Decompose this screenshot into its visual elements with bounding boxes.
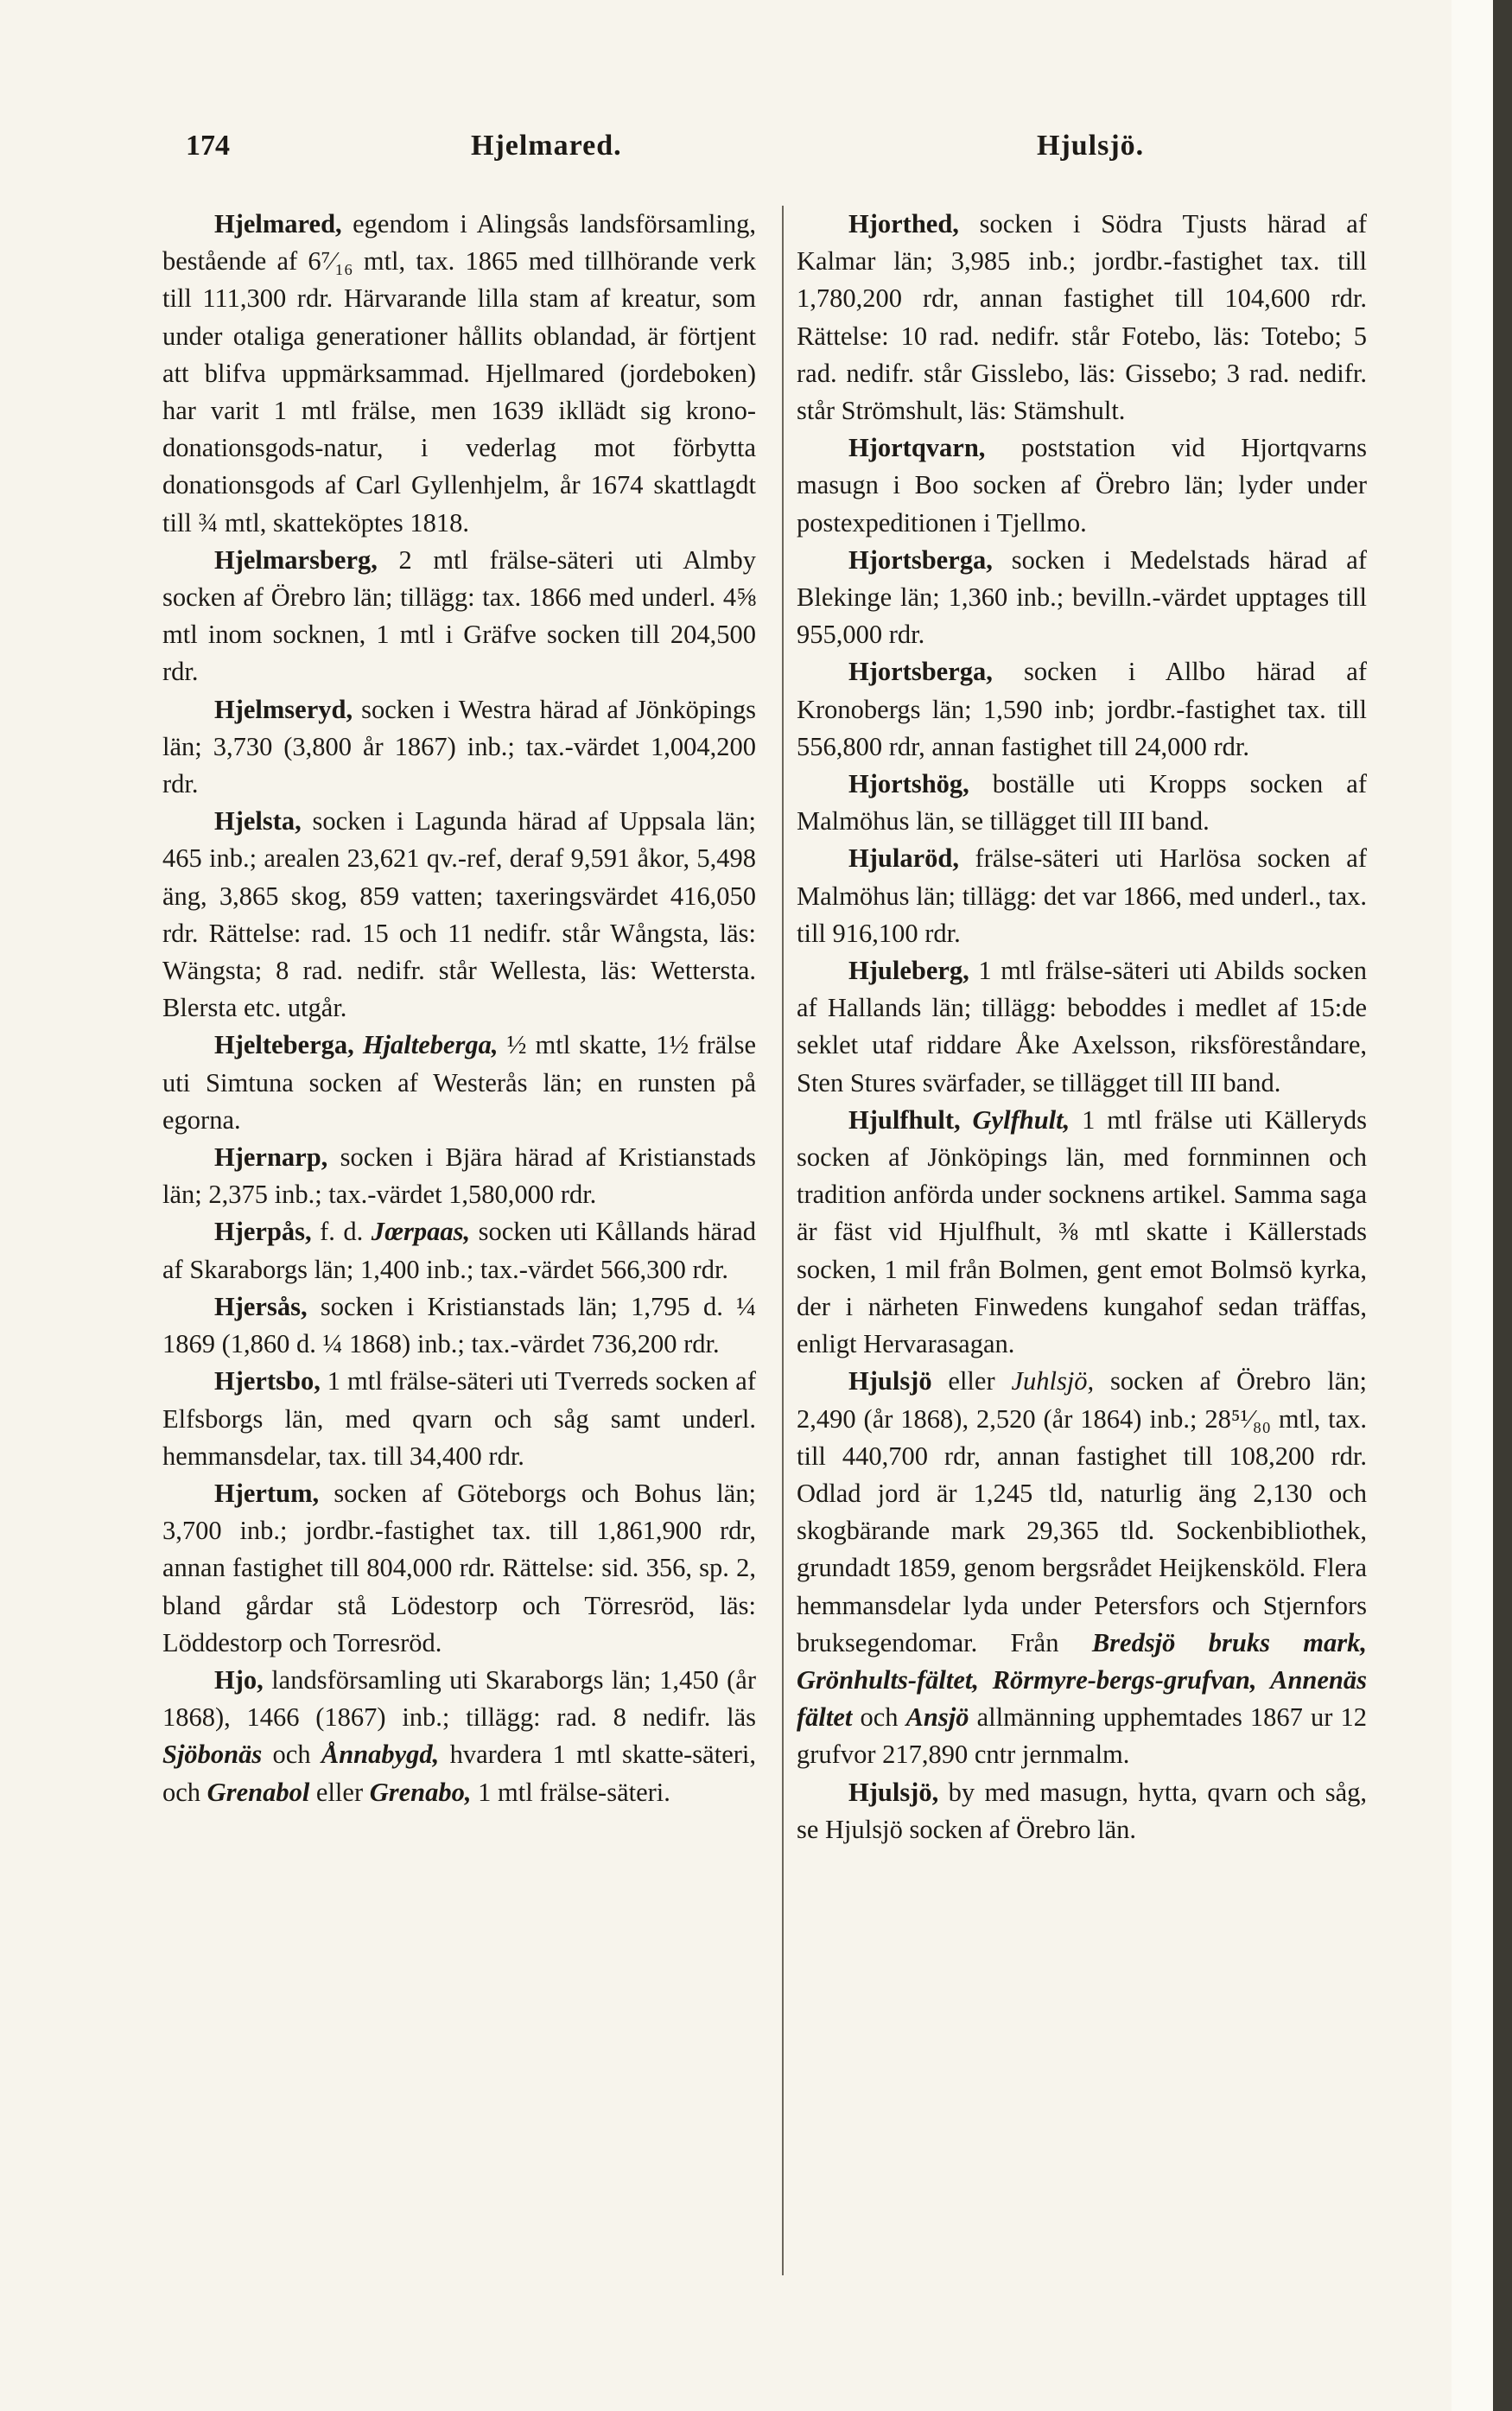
- entry-text: socken i Kristianstads län; 1,795 d. ¼ 1869 (1,860 d. ¼ 1868) inb.; tax.-värdet 736,200 rdr.: [162, 1291, 756, 1359]
- entry-text: ½ mtl skatte, 1½ frälse uti Simtuna socken af Westerås län; en runsten på egorna.: [162, 1030, 756, 1135]
- entry-headword: Hjertsbo,: [214, 1366, 321, 1396]
- dictionary-entry: [162, 1662, 756, 1811]
- entry-text: allmänning upphemtades 1867 ur 12 grufvor 217,890 cntr jernmalm.: [797, 1702, 1367, 1770]
- entry-text: 1 mtl frälse-säteri.: [471, 1777, 670, 1807]
- dictionary-entry: [162, 691, 756, 804]
- dictionary-entry: [797, 206, 1367, 429]
- entry-headword: Hjulfhult,: [848, 1104, 961, 1135]
- entry-text: by med masugn, hytta, qvarn och såg, se Hjulsjö socken af Örebro län.: [797, 1777, 1367, 1844]
- entry-headword: Hjortsberga,: [848, 657, 993, 687]
- entry-headword: Hjersås,: [214, 1291, 308, 1321]
- adjacent-page-strip: [1452, 0, 1493, 2411]
- entry-text: 1 mtl frälse uti Källeryds socken af Jönköpings län, med fornminnen och tradition anförda under socknens artikel. Samma saga är fäst vid Hjulfhult, ⅜ mtl skatte i Källerstads socken, 1 mil från Bolmen, gent emot Bolmsö kyrka, der i närheten Finwedens kungahof sedan träffas, enligt Hervarasagan.: [797, 1104, 1367, 1359]
- entry-headword: Hjorthed,: [848, 209, 959, 239]
- entry-text: socken uti Kållands härad af Skaraborgs län; 1,400 inb.; tax.-värdet 566,300 rdr.: [162, 1217, 756, 1284]
- entry-italic-name: Annenäs fältet: [797, 1664, 1367, 1733]
- entry-italic-name: Grönhults-fältet,: [797, 1664, 979, 1695]
- entry-text: boställe uti Kropps socken af Malmöhus län, se tillägget till III band.: [797, 769, 1367, 837]
- entry-headword: Hjernarp,: [214, 1142, 328, 1173]
- entry-italic-name: Bredsjö bruks mark,: [1091, 1627, 1367, 1657]
- dictionary-entry: [162, 1475, 756, 1662]
- dictionary-entry: [162, 1363, 756, 1475]
- entry-headword: Hjo,: [214, 1664, 264, 1695]
- entry-text: socken i Lagunda härad af Uppsala län; 465 inb.; arealen 23,621 qv.-ref, deraf 9,591 åkor, 5,498 äng, 3,865 skog, 859 vatten; taxeringsvärdet 416,050 rdr. Rättelse: rad. 15 och 11 nedifr. står Wångsta, läs: Wängsta; 8 rad. nedifr. står Wellesta, läs: Wettersta. Blersta etc. utgår.: [162, 806, 756, 1023]
- entry-headword: Hjerpås,: [214, 1217, 312, 1247]
- entry-italic-name: Rörmyre-bergs-grufvan,: [992, 1664, 1257, 1695]
- dictionary-entry: [162, 1288, 756, 1363]
- page-number: 174: [186, 130, 230, 162]
- dictionary-entry: [162, 206, 756, 542]
- dictionary-entry: [797, 542, 1367, 654]
- entry-italic-name: Grenabo,: [369, 1777, 472, 1807]
- dictionary-entry: [162, 803, 756, 1027]
- dictionary-entry: [162, 1027, 756, 1139]
- dictionary-entry: [162, 542, 756, 691]
- entry-headword: Hjertum,: [214, 1478, 320, 1508]
- entry-text: f. d.: [311, 1217, 372, 1247]
- dictionary-entry: [797, 653, 1367, 766]
- entry-text: socken af Göteborgs och Bohus län; 3,700 inb.; jordbr.-fastighet tax. till 1,861,900 rdr, annan fastighet till 804,000 rdr. Rättelse: sid. 356, sp. 2, bland gårdar stå Lödestorp och Törresröd, läs: Löddestorp och Torresröd.: [162, 1478, 756, 1657]
- entry-text: socken i Allbo härad af Kronobergs län; 1,590 inb; jordbr.-fastighet tax. till 556,800 rdr, annan fastighet till 24,000 rdr.: [797, 657, 1367, 761]
- column-divider: [782, 206, 784, 2275]
- entry-italic-name: Gylfhult,: [972, 1104, 1070, 1135]
- entry-text: [354, 1030, 363, 1059]
- entry-headword: Hjelteberga,: [214, 1030, 354, 1060]
- entry-italic-name: Ånnabygd,: [321, 1740, 440, 1770]
- entry-text: [1256, 1665, 1270, 1695]
- entry-text: hvardera 1 mtl skatte-säteri, och: [162, 1740, 756, 1807]
- entry-headword: Hjulsjö,: [848, 1777, 939, 1807]
- entry-text: socken i Bjära härad af Kristianstads län; 2,375 inb.; tax.-värdet 1,580,000 rdr.: [162, 1142, 756, 1210]
- entry-text: 1 mtl frälse-säteri uti Abilds socken af Hallands län; tillägg: beboddes i medlet af 15:de seklet utaf riddare Åke Axelsson, riksföreståndare, Sten Stures svärfader, se tillägget till III band.: [797, 956, 1367, 1097]
- entry-headword: Hjortqvarn,: [848, 433, 986, 463]
- entry-headword: Hjuleberg,: [848, 956, 969, 986]
- entry-text: landsförsamling uti Skaraborgs län; 1,450 (år 1868), 1466 (1867) inb.; tillägg: rad. 8 nedifr. läs: [162, 1664, 756, 1733]
- entry-headword: Hjelmseryd,: [214, 694, 353, 724]
- left-column: [162, 206, 756, 2288]
- entry-headword: Hjelsta,: [214, 806, 302, 837]
- entry-headword: Hjulsjö: [848, 1366, 932, 1396]
- right-column: [797, 206, 1367, 2288]
- running-header: [0, 130, 1452, 181]
- entry-italic-name: Ansjö: [905, 1702, 969, 1733]
- entry-italic-name: Hjalteberga,: [362, 1030, 499, 1060]
- dictionary-entry: [797, 840, 1367, 952]
- entry-italic-name: Grenabol: [206, 1777, 310, 1807]
- running-head-left: Hjelmared.: [471, 130, 622, 162]
- entry-text: frälse-säteri uti Harlösa socken af Malmöhus län; tillägg: det var 1866, med underl., tax. till 916,100 rdr.: [797, 843, 1367, 948]
- entry-text: 1 mtl frälse-säteri uti Tverreds socken af Elfsborgs län, med qvarn och såg samt underl. hemmansdelar, tax. till 34,400 rdr.: [162, 1366, 756, 1471]
- entry-headword: Hjortshög,: [848, 769, 969, 799]
- entry-text: [961, 1105, 973, 1135]
- page-edge-shadow: [1493, 0, 1512, 2411]
- dictionary-entry: [797, 1363, 1367, 1773]
- entry-text: socken af Örebro län; 2,490 (år 1868), 2,520 (år 1864) inb.; 28⁵¹⁄₈₀ mtl, tax. till 440,700 rdr, annan fastighet till 108,200 rdr. Odlad jord är 1,245 tld, naturlig äng 2,130 och skogbärande mark 29,365 tld. Sockenbibliothek, grundadt 1859, genom bergsrådet Heijkensköld. Flera hemmansdelar lyda under Petersfors och Stjernfors bruksegendomar. Från: [797, 1366, 1367, 1657]
- entry-text: socken i Medelstads härad af Blekinge län; 1,360 inb.; bevilln.-värdet upptages till 955,000 rdr.: [797, 544, 1367, 650]
- entry-headword: Hjortsberga,: [848, 544, 993, 575]
- entry-text: egendom i Alingsås landsförsamling, bestående af 6⁷⁄₁₆ mtl, tax. 1865 med tillhörande verk till 111,300 rdr. Härvarande lilla stam af kreatur, som under otaliga generationer hållits oblandad, är förtjent att blifva uppmärksammad. Hjellmared (jordeboken) har varit 1 mtl frälse, men 1639 ikllädt sig krono-donationsgods-natur, i vederlag mot förbytta donationsgods af Carl Gyllenhjelm, år 1674 skattlagdt till ¾ mtl, skatteköptes 1818.: [162, 209, 756, 538]
- dictionary-entry: [797, 1774, 1367, 1848]
- entry-italic-name: Sjöbonäs: [162, 1740, 263, 1770]
- entry-italic-name: Jœrpaas,: [371, 1217, 471, 1247]
- dictionary-entry: [797, 952, 1367, 1102]
- entry-headword: Hjelmared,: [214, 209, 342, 239]
- entry-headword: Hjularöd,: [848, 843, 959, 874]
- entry-text: och: [852, 1702, 906, 1733]
- entry-text: [979, 1665, 993, 1695]
- entry-text: eller: [309, 1777, 370, 1807]
- entry-italic-name: Juhlsjö,: [1011, 1366, 1095, 1396]
- dictionary-entry: [797, 1102, 1367, 1363]
- entry-text: och: [262, 1740, 321, 1770]
- entry-text: poststation vid Hjortqvarns masugn i Boo socken af Örebro län; lyder under postexpeditionen i Tjellmo.: [797, 433, 1367, 538]
- dictionary-entry: [162, 1213, 756, 1288]
- entry-text: eller: [931, 1366, 1012, 1396]
- running-head-right: Hjulsjö.: [1037, 130, 1145, 162]
- entry-text: socken i Södra Tjusts härad af Kalmar län; 3,985 inb.; jordbr.-fastighet tax. till 1,780,200 rdr, annan fastighet till 104,600 rdr. Rättelse: 10 rad. nedifr. står Fotebo, läs: Totebo; 5 rad. nedifr. står Gisslebo, läs: Gissebo; 3 rad. nedifr. står Strömshult, läs: Stämshult.: [797, 209, 1367, 426]
- dictionary-entry: [797, 429, 1367, 542]
- dictionary-entry: [797, 766, 1367, 840]
- entry-text: 2 mtl frälse-säteri uti Almby socken af Örebro län; tillägg: tax. 1866 med underl. 4⅝ mtl inom socknen, 1 mtl i Gräfve socken till 204,500 rdr.: [162, 544, 756, 687]
- entry-text: socken i Westra härad af Jönköpings län; 3,730 (3,800 år 1867) inb.; tax.-värdet 1,004,200 rdr.: [162, 694, 756, 799]
- entry-headword: Hjelmarsberg,: [214, 544, 378, 575]
- dictionary-entry: [162, 1139, 756, 1213]
